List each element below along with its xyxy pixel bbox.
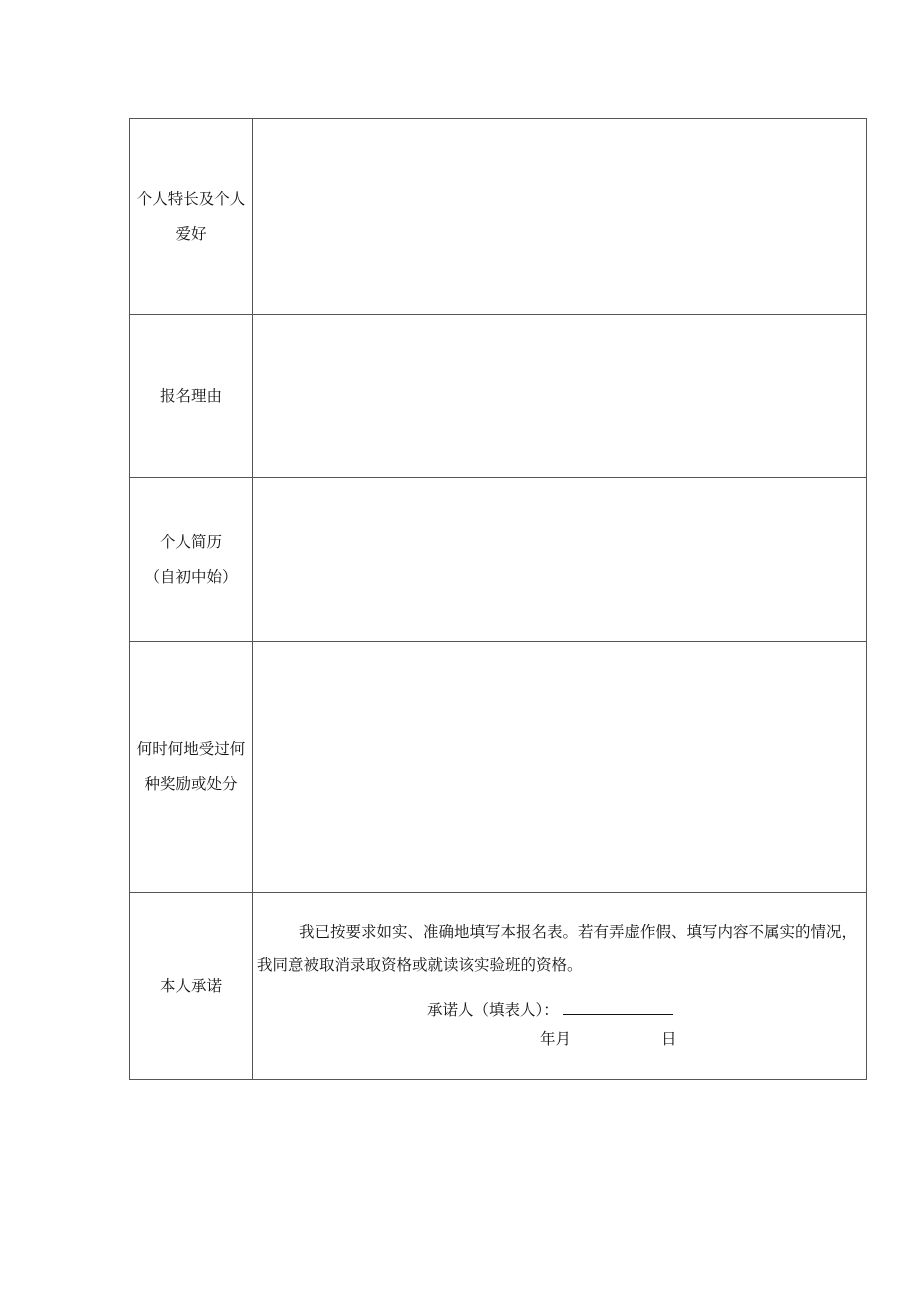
application-form-table <box>129 118 867 1080</box>
label-application-reason <box>130 315 253 478</box>
row-rewards-punishments <box>130 642 867 893</box>
label-line: 何时何地受过何 <box>136 740 246 758</box>
signature-blank[interactable] <box>563 996 673 1015</box>
label-personal-pledge <box>130 893 253 1080</box>
signer-label: 承诺人（填表人）： <box>427 1001 559 1019</box>
pledge-text: 我已按要求如实、准确地填写本报名表。若有弄虚作假、填写内容不属实的情况，我同意被取消录取资格或就读该实验班的资格。 <box>257 923 858 974</box>
pledge-block <box>253 916 866 1056</box>
label-line: 个人简历 <box>159 532 222 551</box>
field-rewards-punishments[interactable] <box>253 642 867 893</box>
label-rewards-punishments <box>130 642 253 893</box>
pledge-cell <box>253 893 867 1080</box>
row-application-reason <box>130 315 867 478</box>
field-application-reason[interactable] <box>253 315 867 478</box>
row-specialty-hobbies <box>130 119 867 315</box>
field-resume[interactable] <box>253 478 867 642</box>
label-line: 爱好 <box>175 224 207 243</box>
label-line: 报名理由 <box>159 386 222 405</box>
label-line: 个人特长及个人 <box>136 189 246 208</box>
date-line <box>257 1023 860 1056</box>
row-personal-pledge <box>130 893 867 1080</box>
label-line: 种奖励或处分 <box>144 775 238 793</box>
label-resume <box>130 478 253 642</box>
label-specialty-hobbies <box>130 119 253 315</box>
field-specialty-hobbies[interactable] <box>253 119 867 315</box>
year-month-label: 年月 <box>540 1030 572 1048</box>
row-resume <box>130 478 867 642</box>
label-line: （自初中始） <box>144 567 238 586</box>
label-line: 本人承诺 <box>159 976 222 995</box>
day-label: 日 <box>661 1030 677 1048</box>
